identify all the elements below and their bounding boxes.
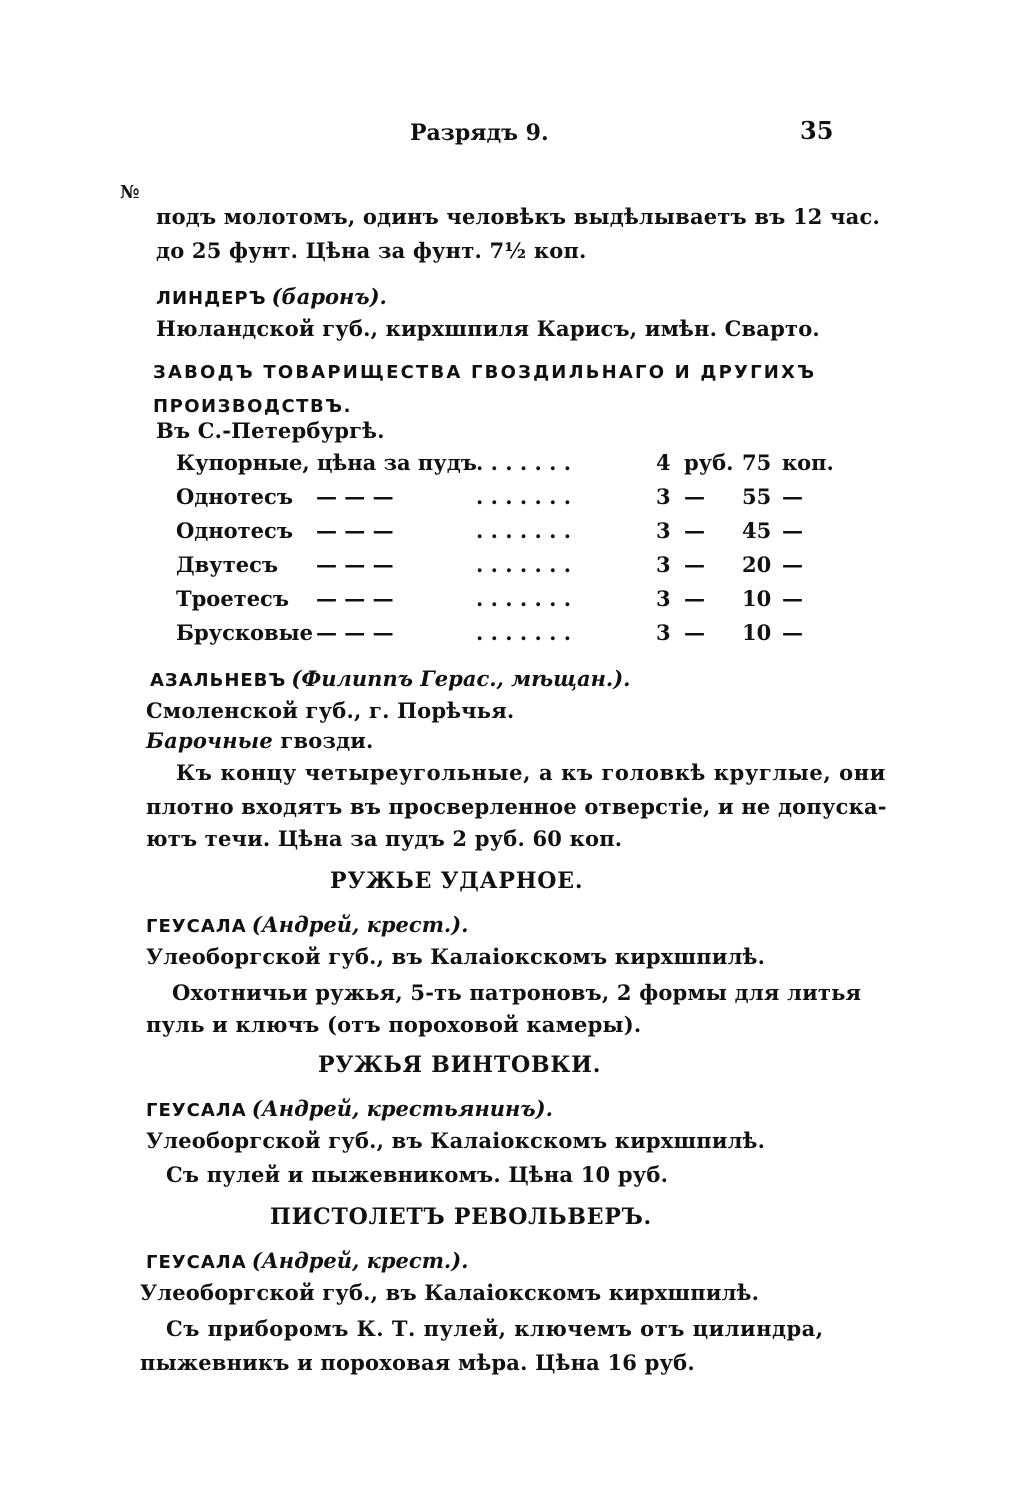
section-header: Разрядъ 9. [410, 120, 549, 146]
ditto-marks: — — — [316, 518, 394, 543]
kop-value: 75 [742, 450, 772, 475]
item-name: Однотесъ [176, 484, 293, 509]
item-name: Однотесъ [176, 518, 293, 543]
rub-unit: руб. [684, 450, 734, 475]
ditto-marks: — — — [316, 620, 394, 645]
pistol-desc-1: Съ приборомъ К. Т. пулей, ключемъ отъ цилиндра, [166, 1316, 824, 1341]
exhibitor-name: АЗАЛЬНЕВЪ [150, 670, 287, 691]
rifle-desc-1: Охотничьи ружья, 5-ть патроновъ, 2 формы для литья [172, 980, 862, 1005]
item-name: Купорные, цѣна за пудъ [176, 450, 477, 475]
item-name: Двутесъ [176, 552, 278, 577]
pistol-entry-title [146, 1248, 468, 1273]
exhibitor-title: (Андрей, крест.). [251, 912, 469, 937]
item-name: Троетесъ [176, 586, 289, 611]
pistol-desc-2: пыжевникъ и пороховая мѣра. Цѣна 16 руб. [140, 1350, 695, 1375]
rub-unit: — [684, 620, 705, 645]
kop-unit: — [782, 484, 803, 509]
azalnev-location: Смоленской губ., г. Порѣчья. [146, 698, 515, 723]
product-name: Барочные [146, 728, 273, 753]
product-rest: гвозди. [272, 728, 374, 753]
rifle-entry-title [146, 912, 468, 937]
rifle-desc-2: пуль и ключъ (отъ пороховой камеры). [146, 1012, 642, 1037]
price-row [176, 484, 836, 514]
exhibitor-title: (баронъ). [271, 284, 387, 309]
exhibitor-title: (Андрей, крест.). [251, 1248, 469, 1273]
ditto-marks: — — — [316, 586, 394, 611]
exhibitor-title: (Филиппъ Герас., мѣщан.). [291, 666, 631, 691]
linder-location: Нюландской губ., кирхшпиля Карисъ, имѣн. Сварто. [156, 316, 820, 341]
exhibitor-name: ГЕУСАЛА [146, 1100, 247, 1121]
page-number: 35 [800, 116, 834, 145]
item-name: Брусковые [176, 620, 314, 645]
kop-value: 55 [742, 484, 772, 509]
azalnev-desc-3: ютъ течи. Цѣна за пудъ 2 руб. 60 коп. [146, 826, 623, 851]
rifle-heading: РУЖЬЕ УДАРНОЕ. [330, 868, 584, 894]
rifle-location: Улеоборгской губ., въ Калаіокскомъ кирхшпилѣ. [146, 944, 766, 969]
zavod-location: Въ С.-Петербургѣ. [156, 418, 385, 443]
kop-unit: — [782, 518, 803, 543]
rub-unit: — [684, 518, 705, 543]
leader-dots: . . . . . . . [476, 586, 572, 611]
rub-unit: — [684, 552, 705, 577]
azalnev-desc-1: Къ концу четыреугольные, а къ головкѣ круглые, они [176, 760, 886, 785]
rub-value: 3 [656, 518, 671, 543]
linder-entry-title [156, 284, 387, 309]
kop-value: 20 [742, 552, 772, 577]
leader-dots: . . . . . . . [476, 518, 572, 543]
kop-unit: коп. [782, 450, 834, 475]
rub-unit: — [684, 586, 705, 611]
rub-value: 3 [656, 620, 671, 645]
rub-unit: — [684, 484, 705, 509]
pistol-location: Улеоборгской губ., въ Калаіокскомъ кирхшпилѣ. [140, 1280, 760, 1305]
rifles-desc-1: Съ пулей и пыжевникомъ. Цѣна 10 руб. [166, 1162, 669, 1187]
zavod-name-line-2: ПРОИЗВОДСТВЪ. [153, 396, 352, 417]
price-row [176, 620, 836, 650]
exhibitor-title: (Андрей, крестьянинъ). [251, 1096, 553, 1121]
kop-unit: — [782, 620, 803, 645]
leader-dots: . . . . . . . [476, 484, 572, 509]
rifles-heading: РУЖЬЯ ВИНТОВКИ. [318, 1052, 602, 1078]
kop-value: 45 [742, 518, 772, 543]
azalnev-product [146, 728, 374, 753]
intro-line-2: до 25 фунт. Цѣна за фунт. 7½ коп. [156, 238, 587, 263]
price-row [176, 552, 836, 582]
kop-value: 10 [742, 586, 772, 611]
rub-value: 3 [656, 552, 671, 577]
rifles-location: Улеоборгской губ., въ Калаіокскомъ кирхшпилѣ. [146, 1128, 766, 1153]
leader-dots: . . . . . . . [476, 620, 572, 645]
kop-unit: — [782, 552, 803, 577]
exhibitor-name: ГЕУСАЛА [146, 1252, 247, 1273]
number-mark: № [120, 182, 140, 203]
rub-value: 4 [656, 450, 671, 475]
azalnev-desc-2: плотно входятъ въ просверленное отверстіе, и не допуска- [146, 794, 887, 819]
ditto-marks: — — — [316, 552, 394, 577]
exhibitor-name: ГЕУСАЛА [146, 916, 247, 937]
kop-unit: — [782, 586, 803, 611]
pistol-heading: ПИСТОЛЕТЪ РЕВОЛЬВЕРЪ. [270, 1204, 652, 1230]
exhibitor-name: ЛИНДЕРЪ [156, 288, 267, 309]
intro-line-1: подъ молотомъ, одинъ человѣкъ выдѣлываетъ въ 12 час. [156, 204, 880, 229]
leader-dots: . . . . . . . [476, 552, 572, 577]
rifles-entry-title [146, 1096, 553, 1121]
azalnev-entry-title [150, 666, 630, 691]
price-row [176, 450, 836, 480]
price-row [176, 518, 836, 548]
rub-value: 3 [656, 586, 671, 611]
rub-value: 3 [656, 484, 671, 509]
zavod-name-line-1: ЗАВОДЪ ТОВАРИЩЕСТВА ГВОЗДИЛЬНАГО И ДРУГИХЪ [153, 362, 817, 383]
ditto-marks: — — — [316, 484, 394, 509]
kop-value: 10 [742, 620, 772, 645]
price-row [176, 586, 836, 616]
leader-dots: . . . . . . . [476, 450, 572, 475]
